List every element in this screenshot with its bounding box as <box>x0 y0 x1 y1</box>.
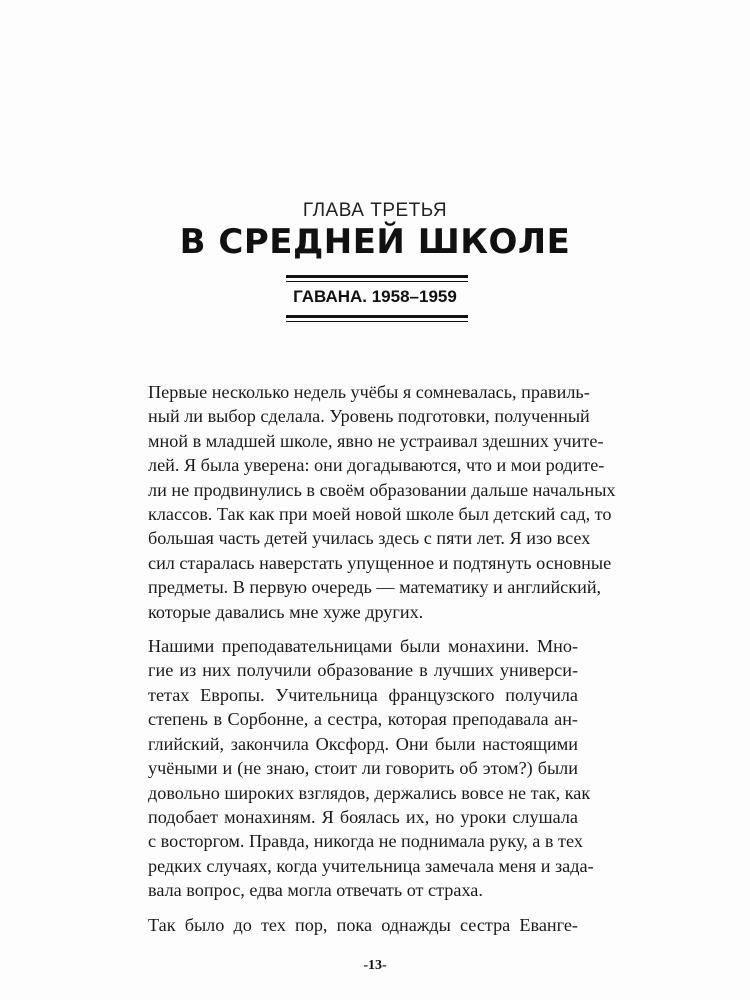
text-line: редких случаях, когда учительница замечала меня и зада- <box>148 855 594 876</box>
paragraph-2 <box>148 634 594 902</box>
text-line: мной в младшей школе, явно не устраивал здешних учите- <box>148 430 604 451</box>
text-line: Так было до тех пор, пока однажды сестра Еванге- <box>148 914 578 935</box>
text-line: довольно широких взглядов, держались вовсе не так, как <box>148 782 591 803</box>
chapter-label: ГЛАВА ТРЕТЬЯ <box>302 200 448 221</box>
text-line: учёными и (не знаю, стоит ли говорить об этом?) были <box>148 758 578 779</box>
divider-top-thick <box>286 275 468 278</box>
paragraph-3 <box>148 913 578 937</box>
text-line: Первые несколько недель учёбы я сомневалась, правиль- <box>148 382 590 402</box>
text-line: вала вопрос, едва могла отвечать от страха. <box>148 880 483 901</box>
paragraph-1 <box>148 380 616 624</box>
divider-top-thin <box>286 281 468 282</box>
text-line: большая часть детей училась здесь с пяти лет. Я изо всех <box>148 528 591 549</box>
page-number: -13- <box>363 958 387 973</box>
text-line: тетах Европы. Учительница французского получила <box>148 684 578 705</box>
text-line: лей. Я была уверена: они догадываются, что и мои родите- <box>148 455 605 476</box>
text-line: классов. Так как при моей новой школе был детский сад, то <box>148 504 612 525</box>
text-line: гие из них получили образование в лучших универси- <box>148 660 578 681</box>
text-line: с восторгом. Правда, никогда не поднимала руку, а в тех <box>148 831 583 852</box>
text-line: предметы. В первую очередь — математику и английский, <box>148 577 602 598</box>
text-line: подобает монахиням. Я боялась их, но уроки слушала <box>148 806 578 827</box>
text-line: Нашими преподавательницами были монахини. Мно- <box>148 636 578 657</box>
divider-bottom-thick <box>286 315 468 318</box>
divider-bottom-thin <box>286 321 468 322</box>
chapter-title: В СРЕДНЕЙ ШКОЛЕ <box>179 222 571 262</box>
text-line: ли не продвинулись в своём образовании дальше начальных <box>148 479 616 500</box>
text-line: которые давались мне хуже других. <box>148 601 424 622</box>
chapter-subtitle: ГАВАНА. 1958–1959 <box>293 287 457 306</box>
body-text <box>148 380 616 947</box>
text-line: глийский, закончила Оксфорд. Они были настоящими <box>148 733 578 754</box>
text-line: сил старалась наверстать упущенное и подтянуть основные <box>148 552 612 573</box>
text-line: степень в Сорбонне, а сестра, которая преподавала ан- <box>148 709 578 730</box>
text-line: ный ли выбор сделала. Уровень подготовки, полученный <box>148 406 590 427</box>
